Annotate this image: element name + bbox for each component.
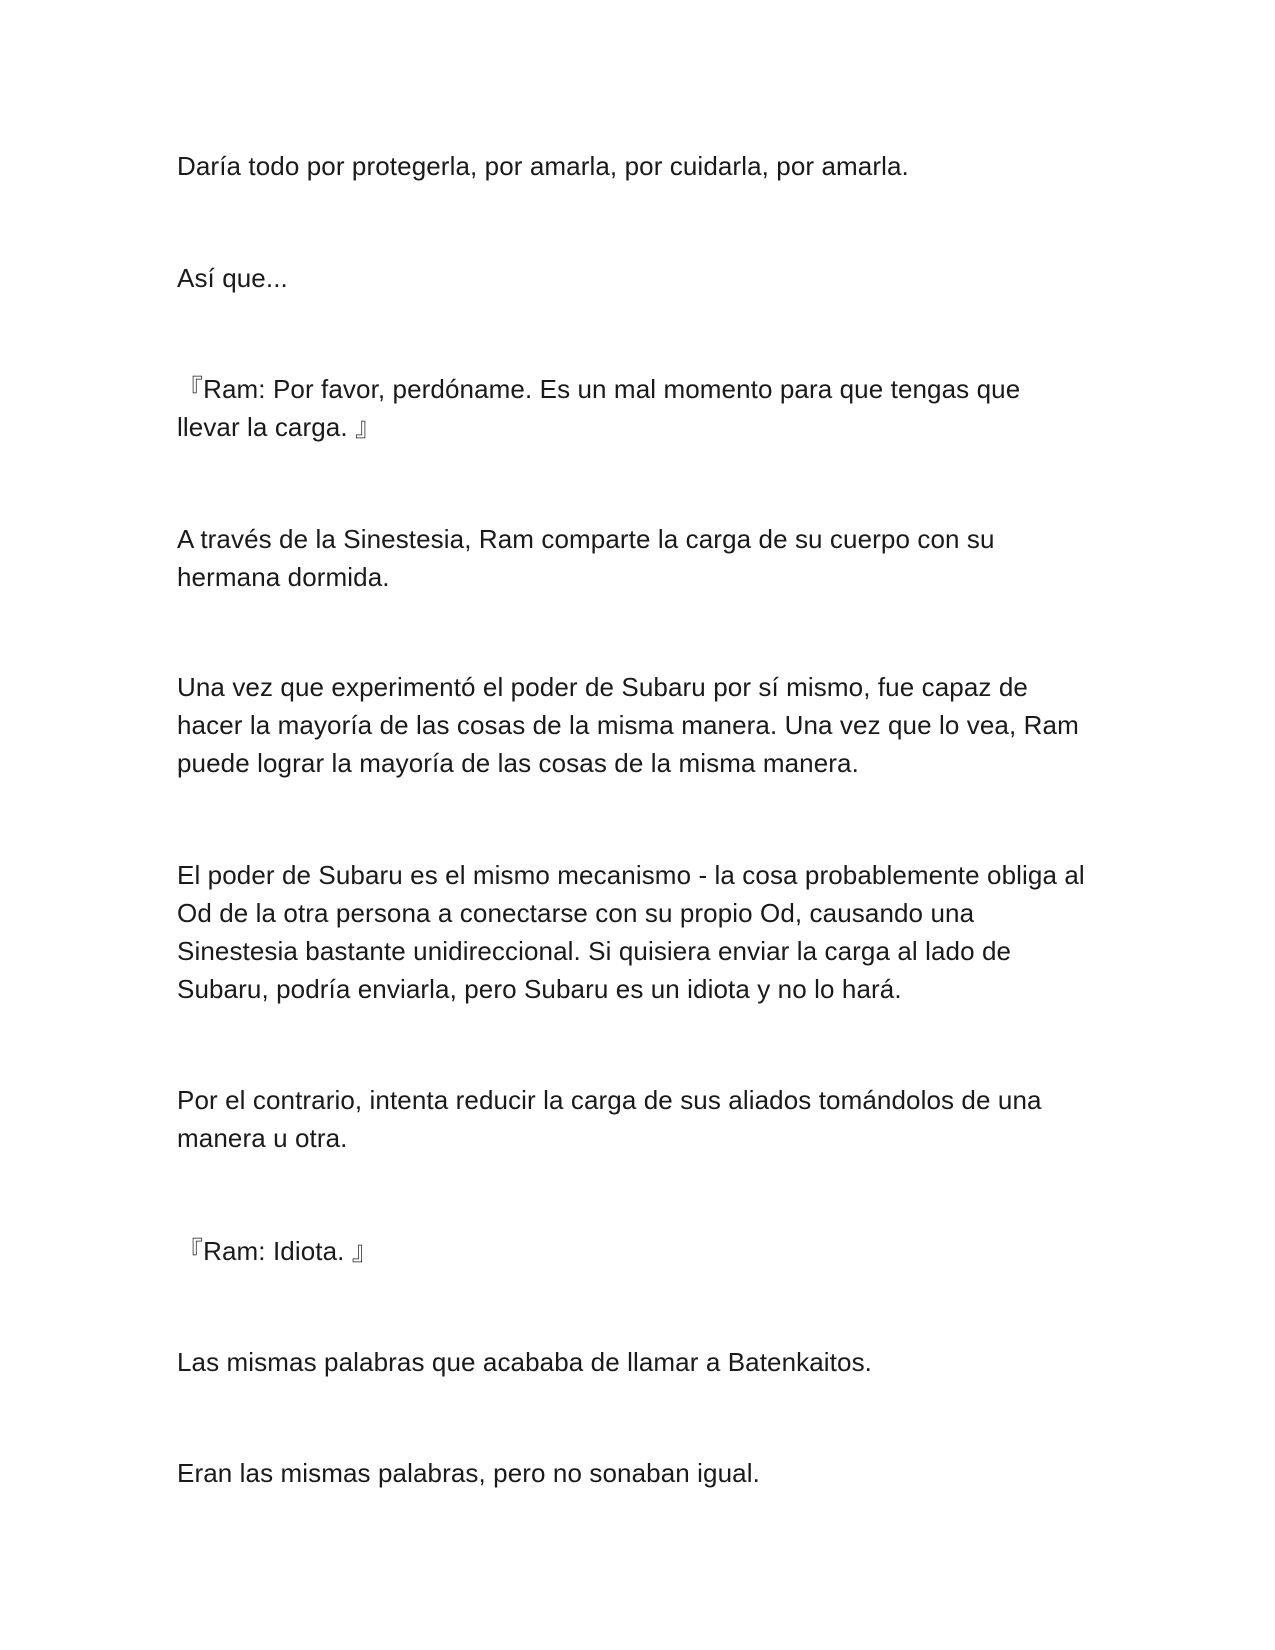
text-line: Od de la otra persona a conectarse con su propio Od, causando una xyxy=(177,898,975,928)
text-line: Las mismas palabras que acababa de llamar a Batenkaitos. xyxy=(177,1347,872,1377)
text-line: El poder de Subaru es el mismo mecanismo - la cosa probablemente obliga al xyxy=(177,860,1085,890)
paragraph xyxy=(177,259,1107,297)
paragraph xyxy=(177,1454,1107,1492)
text-line: hacer la mayoría de las cosas de la misma manera. Una vez que lo vea, Ram xyxy=(177,710,1079,740)
text-line: puede lograr la mayoría de las cosas de la misma manera. xyxy=(177,748,859,778)
paragraph xyxy=(177,520,1107,596)
paragraph xyxy=(177,1081,1107,1157)
text-line: Subaru, podría enviarla, pero Subaru es un idiota y no lo hará. xyxy=(177,974,902,1004)
text-line: 『Ram: Idiota. 』 xyxy=(177,1236,378,1266)
text-line: Así que... xyxy=(177,263,288,293)
text-line: Daría todo por protegerla, por amarla, por cuidarla, por amarla. xyxy=(177,151,909,181)
text-line: manera u otra. xyxy=(177,1123,348,1153)
paragraph xyxy=(177,147,1107,185)
paragraph xyxy=(177,856,1107,1008)
text-line: Por el contrario, intenta reducir la carga de sus aliados tomándolos de una xyxy=(177,1085,1042,1115)
dialogue-paragraph xyxy=(177,1232,1107,1270)
text-line: hermana dormida. xyxy=(177,562,390,592)
text-line: 『Ram: Por favor, perdóname. Es un mal momento para que tengas que xyxy=(177,374,1021,404)
text-line: Eran las mismas palabras, pero no sonaban igual. xyxy=(177,1458,760,1488)
text-line: Sinestesia bastante unidireccional. Si quisiera enviar la carga al lado de xyxy=(177,936,1012,966)
text-line: A través de la Sinestesia, Ram comparte la carga de su cuerpo con su xyxy=(177,524,995,554)
paragraph xyxy=(177,1343,1107,1381)
text-line: llevar la carga. 』 xyxy=(177,412,382,442)
dialogue-paragraph xyxy=(177,370,1107,446)
text-line: Una vez que experimentó el poder de Subaru por sí mismo, fue capaz de xyxy=(177,672,1028,702)
paragraph xyxy=(177,668,1107,782)
